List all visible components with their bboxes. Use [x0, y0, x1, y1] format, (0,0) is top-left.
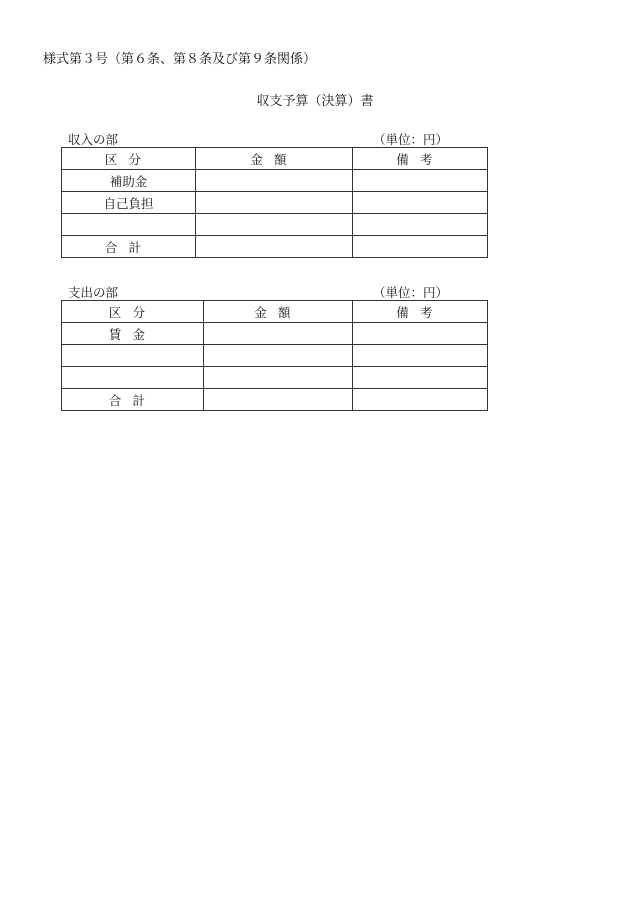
- income-row-amount: [196, 170, 353, 192]
- income-row-amount: [196, 192, 353, 214]
- expenditure-row-remarks: [353, 367, 488, 389]
- expenditure-header-amount: 金額: [204, 301, 353, 323]
- income-header-remarks: 備考: [353, 148, 488, 170]
- expenditure-row-category: 賃金: [62, 323, 204, 345]
- expenditure-row: [62, 323, 488, 345]
- expenditure-row: [62, 367, 488, 389]
- income-row-category: [62, 214, 196, 236]
- expenditure-total-row: [62, 389, 488, 411]
- income-total-label: 合計: [62, 236, 196, 258]
- expenditure-total-label: 合計: [62, 389, 204, 411]
- expenditure-row-amount: [204, 345, 353, 367]
- income-header-category: 区分: [62, 148, 196, 170]
- form-number: 様式第３号（第６条、第８条及び第９条関係）: [43, 52, 317, 67]
- income-row: [62, 214, 488, 236]
- income-table: [61, 147, 488, 258]
- expenditure-header-remarks: 備考: [353, 301, 488, 323]
- document-title: 収支予算（決算）書: [256, 94, 374, 109]
- income-row-remarks: [353, 170, 488, 192]
- income-row-remarks: [353, 214, 488, 236]
- expenditure-header-category: 区分: [62, 301, 204, 323]
- expenditure-row-category: [62, 367, 204, 389]
- expenditure-header-row: [62, 301, 488, 323]
- expenditure-row-amount: [204, 367, 353, 389]
- income-unit-label: （単位：円）: [373, 132, 449, 147]
- expenditure-total-remarks: [353, 389, 488, 411]
- income-section-label: 収入の部: [68, 132, 119, 147]
- income-row-amount: [196, 214, 353, 236]
- income-total-row: [62, 236, 488, 258]
- expenditure-table: [61, 300, 488, 411]
- income-row: [62, 170, 488, 192]
- expenditure-row-remarks: [353, 345, 488, 367]
- income-row-remarks: [353, 192, 488, 214]
- income-header-amount: 金額: [196, 148, 353, 170]
- income-header-row: [62, 148, 488, 170]
- expenditure-section-label: 支出の部: [68, 285, 119, 300]
- expenditure-total-amount: [204, 389, 353, 411]
- expenditure-row-category: [62, 345, 204, 367]
- expenditure-unit-label: （単位：円）: [373, 285, 449, 300]
- expenditure-row-amount: [204, 323, 353, 345]
- income-row: [62, 192, 488, 214]
- income-row-category: 自己負担: [62, 192, 196, 214]
- income-total-remarks: [353, 236, 488, 258]
- expenditure-row-remarks: [353, 323, 488, 345]
- income-total-amount: [196, 236, 353, 258]
- income-row-category: 補助金: [62, 170, 196, 192]
- expenditure-row: [62, 345, 488, 367]
